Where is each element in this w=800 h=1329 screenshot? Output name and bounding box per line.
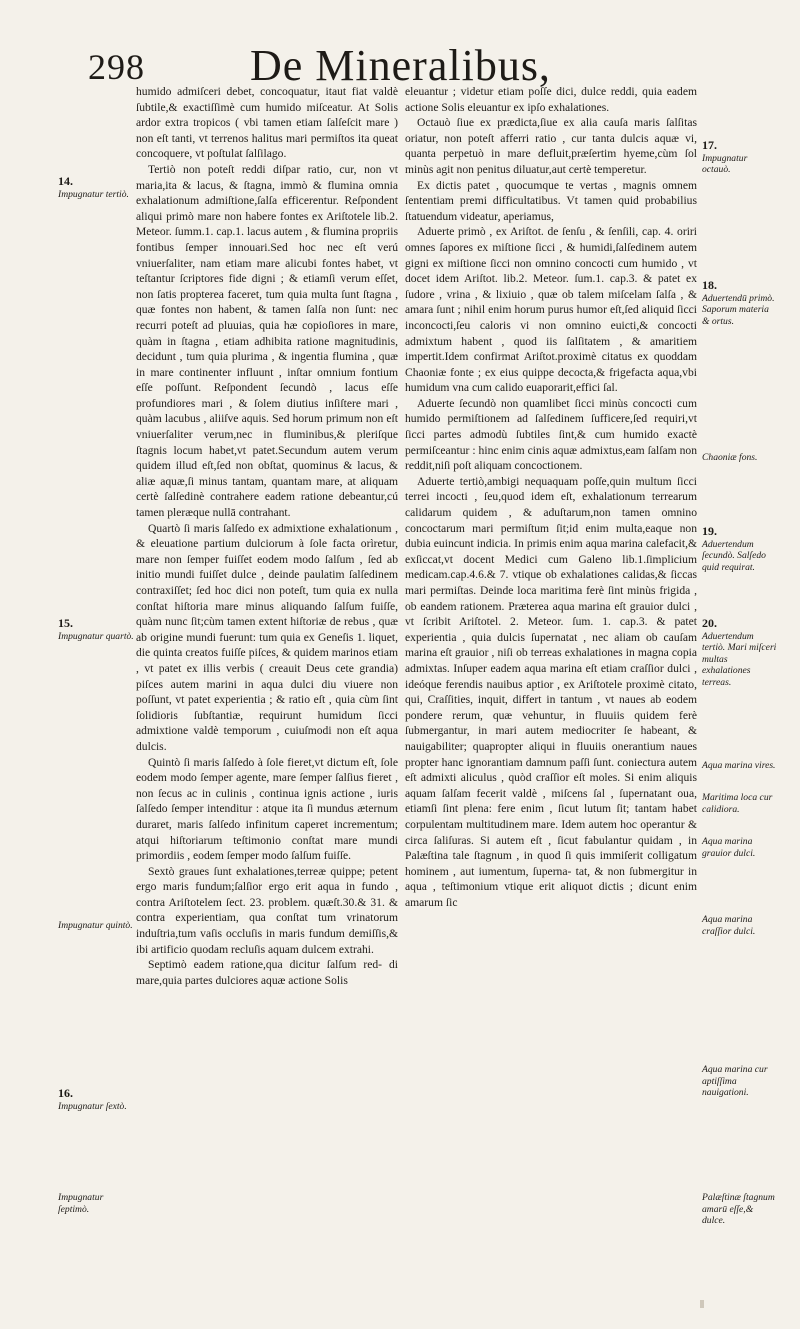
margin-note (58, 1088, 134, 1112)
paragraph: Aduerte ſecundò non quamlibet ſicci minùs concocti cum humido permiſtionem ad ſalſedinem ſufficere,ſed requiri,vt ſicci partes admodù ſubtiles ſint,& cum humido exactè permiſceantur : hinc enim cinis aquæ admixtus,eam ſalſam non reddit,niſi poſt aliquam concoctionem. (405, 396, 697, 473)
margin-note-text: Impugnatur ſextò. (58, 1100, 127, 1112)
right-margin-notes (702, 84, 782, 1304)
margin-note-text: Aduertendum ſecundò. Salſedo quid requirat. (702, 538, 766, 573)
margin-note (702, 914, 778, 937)
margin-note-text: Aduertendū primò. Saporum materia & ortus. (702, 292, 775, 327)
margin-note (58, 1192, 134, 1215)
margin-note-text: Aduertendum tertiò. Mari miſceri multas exhalationes terreas. (702, 630, 777, 688)
margin-note-text: Maritima loca cur calidiora. (702, 792, 773, 815)
paragraph: humido admiſceri debet, concoquatur, itaut fiat valdè ſubtile,& exactiſſimè cum humido miſceatur. At Solis ardor extra tropicos ( vbi tamen etiam ſalſeſcit mare ) non eſt tanti, vt terrenos halitus mari permiſtos ita queat concoquere, vt poſtulat ſalſilago. (136, 85, 398, 161)
paragraph: Quartò ſi maris ſalſedo ex admixtione exhalationum , & eleuatione partium dulciorum à ſole facta orìretur, mare non ſemper fuiſſet eodem modo ſalſum , ſed ab initio mundi fuiſſet dulce , deinde paulatim ſalſedinem contraxiſſet; ſed hoc dici non poteſt, tum quia ex nulla conſtat hiſtoria mare minus aliquando ſalſum fuiſſe, quàm nunc ſit;cùm tamen extent hiſtoriæ de rebus , quæ ab origine mundi fuerunt: tum quia ex Geneſis 1. liquet, die quinta creatos fuiſſe piſces, & quidem marinos etiam , vt patet ex illis verbis ( creauit Deus cete grandia) piſces autem marini in aqua dulci diu viuere non poſſunt, vt patet experientia ; & ratio eſt , quia cùm ſint ſolidioris ſubſtantiæ, requirunt humidum ſicci admixtione valdè temporum , cuiuſmodi non eſt aqua dulcis. (136, 521, 398, 753)
paragraph: Aduerte primò , ex Ariſtot. de ſenſu , & ſenſili, cap. 4. oriri omnes ſapores ex miſtione ſicci , & humidi,ſalſedinem autem gigni ex miſtione ſicci non omnino concocti cum humido , vt docet idem Ariſtot. lib.2. Meteor. ſum.1. cap.3. & patet ex ſudore , vrina , & lixiuio , quæ ob talem miſcelam ſalſa , & amara ſunt ; nihil enim horum purus humor eſt,ſed aliquid ſicci inconcocti,ſeu caloris vi non omnino euicti,& concocti admixtum habent , quod iis ſalſitatem , & amaritiem impertit.Idem confirmat Ariſtot.proximè citatus ex quoddam Chaoniæ fonte ; ex eius quippe decocta,& frigefacta aqua,vbi humidum vna cum calido euaporarit,effici ſal. (405, 225, 697, 395)
margin-note-number: 17. (702, 138, 717, 152)
margin-note (58, 920, 134, 932)
margin-note (702, 526, 778, 573)
paragraph: Octauò ſiue ex prædicta,ſiue ex alia cauſa maris ſalſitas oriatur, non poteſt afferri ratio , cur tanta dulcis aquæ vi, quanta perpetuò in mare defluit,præſertim hyeme,cùm ſol minùs agit non penitus diluatur,aut certè temperetur. (405, 116, 697, 176)
margin-note-text: Palæſtinæ ſtagnum amarū eſſe,& dulce. (702, 1192, 775, 1226)
margin-note-text: Impugnatur quintò. (58, 920, 133, 931)
margin-note (702, 1064, 778, 1099)
margin-note (58, 618, 134, 642)
paragraph: eleuantur ; videtur etiam poſſe dici, dulce reddi, quia eadem actione Solis eleuantur ex ipſo exhalationes. (405, 85, 697, 114)
margin-note-text: Aqua marina craſſior dulci. (702, 914, 756, 937)
margin-note-number: 19. (702, 524, 717, 538)
margin-note-text: Aqua marina grauior dulci. (702, 836, 756, 859)
margin-note-text: Impugnatur octauò. (702, 152, 748, 175)
page-number: 298 (88, 47, 145, 87)
paragraph: Septimò eadem ratione,qua dicitur ſalſum red- di mare,quia partes dulciores aquæ actione Solis (136, 958, 398, 987)
margin-note-number: 15. (58, 616, 73, 630)
margin-note (58, 176, 134, 200)
margin-note-text: Impugnatur quartò. (58, 630, 134, 642)
margin-note (702, 452, 778, 464)
margin-note-text: Chaoniæ fons. (702, 452, 758, 463)
margin-note (702, 836, 778, 859)
margin-note (702, 1192, 778, 1227)
paragraph: Ex dictis patet , quocumque te vertas , magnis omnem ſententiam premi difficultatibus. Vt tamen quid probabilius ſtatuendum videatur, aperiamus, (405, 178, 697, 223)
margin-note-number: 16. (58, 1086, 73, 1100)
margin-note (702, 760, 778, 772)
margin-note-text: Impugnatur ſeptimò. (58, 1192, 104, 1215)
margin-note (702, 618, 778, 688)
margin-note-text: Aqua marina vires. (702, 760, 776, 771)
margin-note (702, 280, 778, 327)
left-text-column (136, 84, 398, 988)
paragraph: Tertiò non poteſt reddi diſpar ratio, cur, non vt maria,ita & lacus, & ſtagna, immò & flumina omnia exhalationum admiſtione,ſalſa efficerentur. Reſpondent aliqui primò mare non habere fontes ex Ariſtotele lib.2. Meteor. ſumm.1. cap.1. lacus autem , & flumina propriis fontibus ſemper innouari.Sed hoc nec eſt verú vniuerſaliter, nam etiam mare alicubi fontes habet, vt teſtantur ſcriptores fide digni ; & etiamſi verum eſſet, non ſatis propterea faceret, tum quia multa ſunt ſtagna , quæ fontes non habent, & tamen ſalſa non ſunt: nec recurri poteſt ad pluuias, quia hæ copioſiores in mare, quàm in ſtagna , etiam adhibita ratione magnitudinis, decidunt , tum quia plurima , & ingentia flumina , quæ in mare continenter influunt , inſtar omnium fontium eſſe poſſunt. Reſpondent ſecundò , lacus eſſe profundiores mari , & ſolem diutius inſiſtere mari , quàm lacubus , aliiſve aquis. Sed horum primum non eſt vniuerſaliter verum,nec in fluminibus,& pleriſque ſtagnis locum habet,vt patet.Secundum autem verum quidem illud eſt,ſed non obſtat, quominus & lacus, & aliæ aquæ,ſi minus tantam, quantam mare, at aliquam certè ſalſedinè contrahere eadem ratione debeantur,cú tamen pleræque nullā contrahant. (136, 162, 398, 520)
margin-note (702, 792, 778, 815)
margin-note (702, 140, 778, 176)
left-margin-notes (58, 84, 134, 1304)
running-title: De Mineralibus, (250, 41, 551, 90)
margin-note-number: 18. (702, 278, 717, 292)
margin-note-number: 20. (702, 616, 717, 630)
margin-note-text: Impugnatur tertiò. (58, 188, 129, 200)
paragraph: Sextò graues ſunt exhalationes,terreæ quippe; petent ergo maris fundum;ſalſior ergo erit aqua in fundo , contra Ariſtotelem ſect. 23. problem. quæſt.30.& 31. & contra experientiam, qua conſtat tum vrinatorum induſtria,tum vaſis occluſis in maris fundum demiſſis,& ibi artificio quodam recluſis aquam dulcem extrahi. (136, 864, 398, 956)
ink-mark (700, 1300, 704, 1308)
paragraph: Aduerte tertiò,ambigi nequaquam poſſe,quin multum ſicci terrei incocti , ſeu,quod idem eſt, exhalationum terrearum calidarum quidem , & aduſtarum,non tamen omnino concoctarum mari permiſtum ſit;id enim multa,eaque non dubia euincunt indicia. In primis enim aqua marina calefacit,& exſiccat,vt docent Medici cum Galeno lib.1.ſimplicium medicam.cap.4.6.& 7. vtique ob exhalationes calidas,& ſiccas mari permiſtas. Deinde loca maritima ferè ſint minùs frigida , ob eandem rationem. Præterea aqua marina eſt grauior dulci , vt ſcribit Ariſtotel. 2. Meteor. ſum. 1. cap.3. & patet experientia , quia dulcis ſupernatat , nec aliam ob cauſam marina eſt grauior , niſi ob terreas exhalationes in magna copia admixtas. Inſuper eadem aqua marina eſt etiam craſſior dulci , ideóque ferendis nauibus aptior , ex Ariſtotele proximè citato, qui, Craſſities, inquit, differt in tantum , vt naues ab eodem pondere rerum, quæ vehuntur, in fluuiis quidem ferè ſubmergantur, in mari autem mediocriter ſe habeant, & nauigabiliter; quapropter aliqui in fluuiis onerantium naues propter hanc ignorantiam damnum paſſi ſunt. coniectura autem eſt admixti aliculus , quòd craſſior eſt moles. Si enim aliquis aquam ſalſam fecerit valdè , miſcens ſal , ſupernatant oua, etiamſi ſint plena: fere enim , ſicut lutum ſit; tantam habet corpulentam multitudinem mare. Idem autem hoc operantur & circa ſaliſuras. Si autem eſt , ſicut fabulantur quidam , in Palæſtina tale ſtagnum , in quod ſi quis immiſerit colligatum hominem , aut iumentum, ſuperna- tat, & non ſubmergitur in aqua , teſtimonium vtique erit aliquot dictis ; dicunt enim amarum ſic (405, 474, 697, 909)
right-text-column (405, 84, 697, 910)
margin-note-text: Aqua marina cur aptiſſima nauigationi. (702, 1064, 768, 1098)
margin-note-number: 14. (58, 174, 73, 188)
paragraph: Quintò ſi maris ſalſedo à ſole fieret,vt dictum eſt, ſole eodem modo ſemper agente, mare ſemper ſalſius fieret , non ſecus ac in culinis , continua ignis actione , iuris ſalſedo ſemper intenditur : atque ita ſi mundus æternum duraret, maris ſalſedo infinitum caperet incrementum; atqui hiſtoriarum teſtimonio conſtat mare mundi primordiis , eodem ſemper modo ſalſum fuiſſe. (136, 755, 398, 863)
